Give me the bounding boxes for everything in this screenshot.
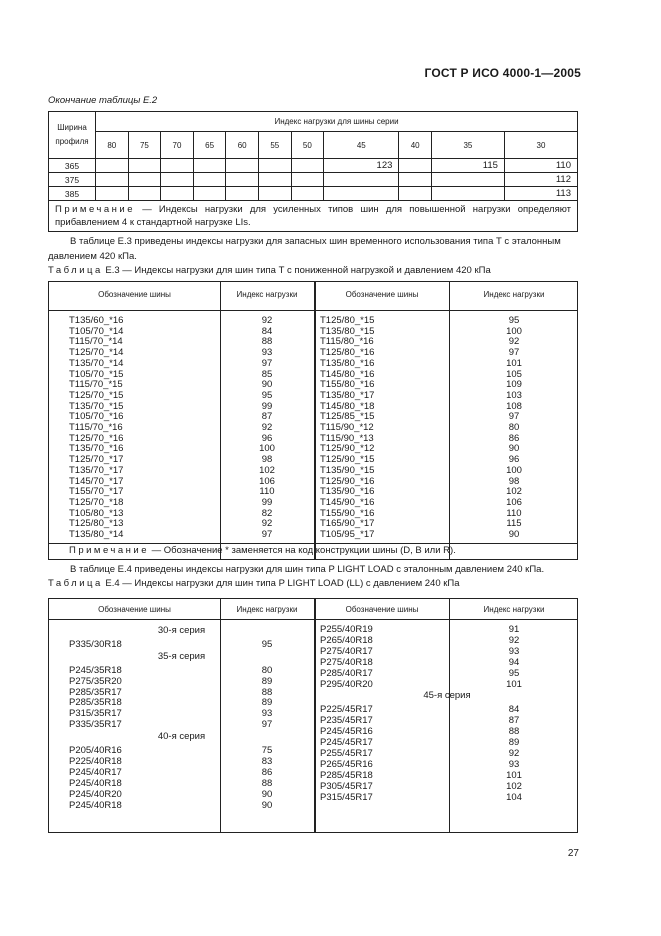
value-cell [226,159,259,173]
tire-designation: P245/45R17 [320,737,373,748]
tire-designation: T115/70_*16 [69,422,123,433]
value-cell [128,187,161,201]
value-cell [193,173,226,187]
value-cell [226,173,259,187]
load-index: 93 [261,347,273,359]
value-cell [291,187,324,201]
series-label: 35-я серия [157,650,206,662]
load-index: 95 [261,389,273,401]
tire-designation: T135/80_*17 [320,389,375,401]
load-index: 109 [506,379,522,391]
note-label: Примечание [69,545,149,556]
load-index: 99 [261,400,273,412]
load-index: 93 [508,758,520,770]
load-index: 93 [508,645,520,657]
load-index: 102 [506,486,522,498]
value-cell [399,187,432,201]
note-text: — Обозначение * заменяется на код конструкции шины (D, B или R). [149,545,456,556]
width-header: Ширина профиля [49,112,96,159]
tire-designation: P245/35R18 [69,664,122,676]
tire-designation: P225/45R17 [320,704,373,716]
load-index: 106 [259,475,275,487]
value-cell [96,173,129,187]
load-index: 82 [261,507,273,519]
e4-col-index-right: Индекс нагрузки [483,605,545,614]
e4-col-index-left: Индекс нагрузки [236,605,298,614]
tire-designation: T135/90_*16 [320,486,375,498]
table-e3-title [48,265,491,276]
tire-designation: T125/90_*12 [320,443,375,455]
load-index: 108 [506,400,522,412]
value-cell [324,173,399,187]
tire-designation: T125/70_*18 [69,496,124,508]
tire-designation: P335/35R17 [69,719,122,731]
table-e3-note [69,545,456,556]
table-row [49,187,578,201]
value-cell [161,173,194,187]
tire-designation: T105/70_*14 [69,325,124,337]
document-header: ГОСТ Р ИСО 4000-1—2005 [424,66,581,80]
table-e3 [48,281,578,560]
load-index: 94 [508,656,520,668]
table-e4-title-text: Е.4 — Индексы нагрузки для шин типа P LIGHT LOAD (LL) с давлением 240 кПа [102,578,460,589]
e3-col-index-right: Индекс нагрузки [483,290,545,299]
load-index: 97 [261,357,273,369]
tire-designation: T125/90_*16 [320,475,375,487]
tire-designation: T115/70_*14 [69,336,123,348]
tire-designation: T135/70_*17 [69,464,124,476]
load-index: 90 [261,799,273,811]
tire-designation: T145/70_*17 [69,475,124,487]
load-index: 106 [506,496,522,508]
load-index: 110 [506,507,522,519]
load-index: 90 [261,379,273,391]
tire-designation: T105/70_*15 [69,368,124,380]
tire-designation: T135/60_*16 [69,315,124,326]
tire-designation: T105/80_*13 [69,507,124,519]
tire-designation: T135/80_*14 [69,529,124,540]
value-cell [96,187,129,201]
value-cell [258,187,291,201]
series-label: 40-я серия [157,731,206,743]
value-cell [226,187,259,201]
table-row [49,173,578,187]
value-cell: 110 [504,159,577,173]
value-cell [431,187,504,201]
table-row [49,159,578,173]
note-text: — Индексы нагрузки для усиленных типов шин для повышенной нагрузки определяют прибавлением 4 к стандартной нагрузке LIs. [55,204,571,228]
tire-designation: T135/90_*15 [320,464,375,476]
tire-designation: P265/40R18 [320,634,373,646]
value-cell [431,173,504,187]
load-index: 86 [508,432,520,444]
page-number: 27 [567,848,579,859]
series-header: 45 [324,132,399,159]
series-label: 45-я серия [423,690,471,702]
series-header: 80 [96,132,129,159]
load-index: 97 [508,347,520,359]
tire-designation: P315/45R17 [320,791,373,803]
load-index: 96 [508,454,520,466]
tire-designation: P275/40R17 [320,645,373,657]
table-e3-label: Таблица [48,265,103,276]
series-header: 40 [399,132,432,159]
width-cell: 365 [49,159,96,173]
tire-designation: T155/80_*16 [320,379,375,391]
series-header: 65 [193,132,226,159]
tire-designation: T125/90_*15 [320,454,375,466]
tire-designation: P295/40R20 [320,678,373,690]
load-index: 92 [508,747,520,759]
series-header: 55 [258,132,291,159]
series-header: 35 [431,132,504,159]
load-index: 100 [506,325,522,337]
value-cell [193,187,226,201]
tire-designation: P275/35R20 [69,675,122,687]
series-header: 30 [504,132,577,159]
load-index: 99 [261,496,273,508]
load-index: 102 [259,464,275,476]
value-cell [128,159,161,173]
load-index: 98 [261,454,273,466]
tire-designation: P265/45R16 [320,758,373,770]
value-cell [161,159,194,173]
tire-designation: P245/40R20 [69,788,122,800]
tire-designation: P255/45R17 [320,747,373,759]
value-cell: 113 [504,187,577,201]
load-index: 75 [261,745,273,756]
load-index: 89 [261,675,273,687]
load-index: 110 [259,486,275,498]
load-index: 92 [261,422,273,433]
e3-col-designation-left: Обозначение шины [98,290,171,299]
table-e2 [48,111,578,232]
load-index: 83 [261,755,273,767]
load-index: 80 [508,422,520,433]
paragraph-e3: В таблице Е.3 приведены индексы нагрузки для запасных шин временного использования типа Т с эталонным давлением 420 кПа. [48,236,561,262]
load-header: Индекс нагрузки для шины серии [96,112,578,132]
load-index: 103 [506,389,522,401]
load-index: 101 [506,769,522,781]
tire-designation: P285/45R18 [320,769,373,781]
series-header: 60 [226,132,259,159]
load-index: 89 [508,737,520,748]
tire-designation: T115/70_*15 [69,379,123,391]
load-index: 95 [508,315,520,326]
value-cell: 112 [504,173,577,187]
load-index: 92 [508,336,520,348]
table-e3-title-text: Е.3 — Индексы нагрузки для шин типа Т с пониженной нагрузкой и давлением 420 кПа [102,265,491,276]
table-e4 [48,598,578,833]
load-index: 100 [506,464,522,476]
load-index: 115 [506,518,522,530]
tire-designation: T105/70_*16 [69,411,124,423]
load-index: 84 [508,704,520,716]
tire-designation: T115/90_*12 [320,422,374,433]
value-cell [324,187,399,201]
tire-designation: T145/80_*16 [320,368,375,380]
series-header: 70 [161,132,194,159]
load-index: 90 [261,788,273,800]
tire-designation: P285/40R17 [320,667,373,679]
tire-designation: P245/45R16 [320,726,373,738]
load-index: 85 [261,368,273,380]
tire-designation: T145/80_*18 [320,400,375,412]
tire-designation: T135/80_*16 [320,357,375,369]
load-index: 88 [261,336,273,348]
tire-designation: T125/70_*15 [69,389,124,401]
load-index: 87 [261,411,273,423]
tire-designation: T125/70_*17 [69,454,124,466]
value-cell [399,173,432,187]
tire-designation: T125/80_*13 [69,518,124,530]
value-cell [193,159,226,173]
load-index: 88 [261,777,273,789]
e4-col-designation-left: Обозначение шины [98,605,171,614]
tire-designation: T125/80_*16 [320,347,375,359]
note-label: Примечание [55,204,135,215]
tire-designation: T115/90_*13 [320,432,374,444]
tire-designation: T155/70_*17 [69,486,124,498]
e3-col-index-left: Индекс нагрузки [236,290,298,299]
table-e4-title [48,578,460,589]
load-index: 101 [506,678,522,690]
tire-designation: T125/85_*15 [320,411,375,423]
tire-designation: T125/80_*15 [320,315,375,326]
load-index: 102 [506,780,522,792]
value-cell [96,159,129,173]
load-index: 101 [506,357,522,369]
load-index: 105 [506,368,522,380]
series-label: 30-я серия [157,625,206,636]
tire-designation: P205/40R16 [69,745,122,756]
value-cell [128,173,161,187]
tire-designation: T135/80_*15 [320,325,375,337]
tire-designation: P235/45R17 [320,715,373,727]
width-cell: 385 [49,187,96,201]
tire-designation: P255/40R19 [320,624,373,635]
tire-designation: P285/35R18 [69,697,122,709]
series-header: 75 [128,132,161,159]
table-e4-label: Таблица [48,578,103,589]
load-index: 90 [508,529,520,540]
load-index: 88 [261,686,273,698]
tire-designation: P305/45R17 [320,780,373,792]
e3-col-designation-right: Обозначение шины [345,290,419,299]
value-cell [291,159,324,173]
tire-designation: P225/40R18 [69,755,122,767]
tire-designation: P285/35R17 [69,686,122,698]
load-index: 90 [508,443,520,455]
tire-designation: P245/40R18 [69,799,122,811]
load-index: 104 [506,791,522,803]
value-cell: 115 [431,159,504,173]
load-index: 100 [259,443,275,455]
tire-designation: T115/80_*16 [320,336,374,348]
value-cell [399,159,432,173]
value-cell [258,173,291,187]
e4-col-designation-right: Обозначение шины [345,605,419,614]
table-e2-caption: Окончание таблицы Е.2 [48,95,158,106]
tire-designation: P275/40R18 [320,656,373,668]
tire-designation: P245/40R18 [69,777,122,789]
tire-designation: T145/90_*16 [320,496,375,508]
value-cell [258,159,291,173]
series-header: 50 [291,132,324,159]
load-index: 95 [508,667,520,679]
load-index: 80 [261,664,273,676]
load-index: 88 [508,726,520,738]
tire-designation: T125/70_*16 [69,432,124,444]
load-index: 87 [508,715,520,727]
tire-designation: T135/70_*15 [69,400,124,412]
load-index: 96 [261,432,273,444]
tire-designation: T125/70_*14 [69,347,124,359]
load-index: 95 [261,638,273,650]
load-index: 98 [508,475,520,487]
load-index: 97 [508,411,520,423]
load-index: 86 [261,766,273,778]
value-cell [291,173,324,187]
load-index: 92 [261,315,273,326]
tire-designation: T105/95_*17 [320,529,375,540]
tire-designation: P245/40R17 [69,766,122,778]
paragraph-e4: В таблице Е.4 приведены индексы нагрузки для шин типа P LIGHT LOAD с эталонным давлением 240 кПа. [70,564,545,575]
value-cell [161,187,194,201]
load-index: 89 [261,697,273,709]
tire-designation: T135/70_*14 [69,357,124,369]
load-index: 92 [508,634,520,646]
load-index: 97 [261,719,273,731]
load-index: 84 [261,325,273,337]
load-index: 92 [261,518,273,530]
width-cell: 375 [49,173,96,187]
value-cell: 123 [324,159,399,173]
tire-designation: T165/90_*17 [320,518,375,530]
load-index: 97 [261,529,273,540]
tire-designation: P335/30R18 [69,638,122,650]
tire-designation: T155/90_*16 [320,507,375,519]
load-index: 93 [261,708,273,720]
tire-designation: T135/70_*16 [69,443,124,455]
tire-designation: P315/35R17 [69,708,122,720]
table-e2-note [49,201,578,232]
load-index: 91 [508,624,520,635]
